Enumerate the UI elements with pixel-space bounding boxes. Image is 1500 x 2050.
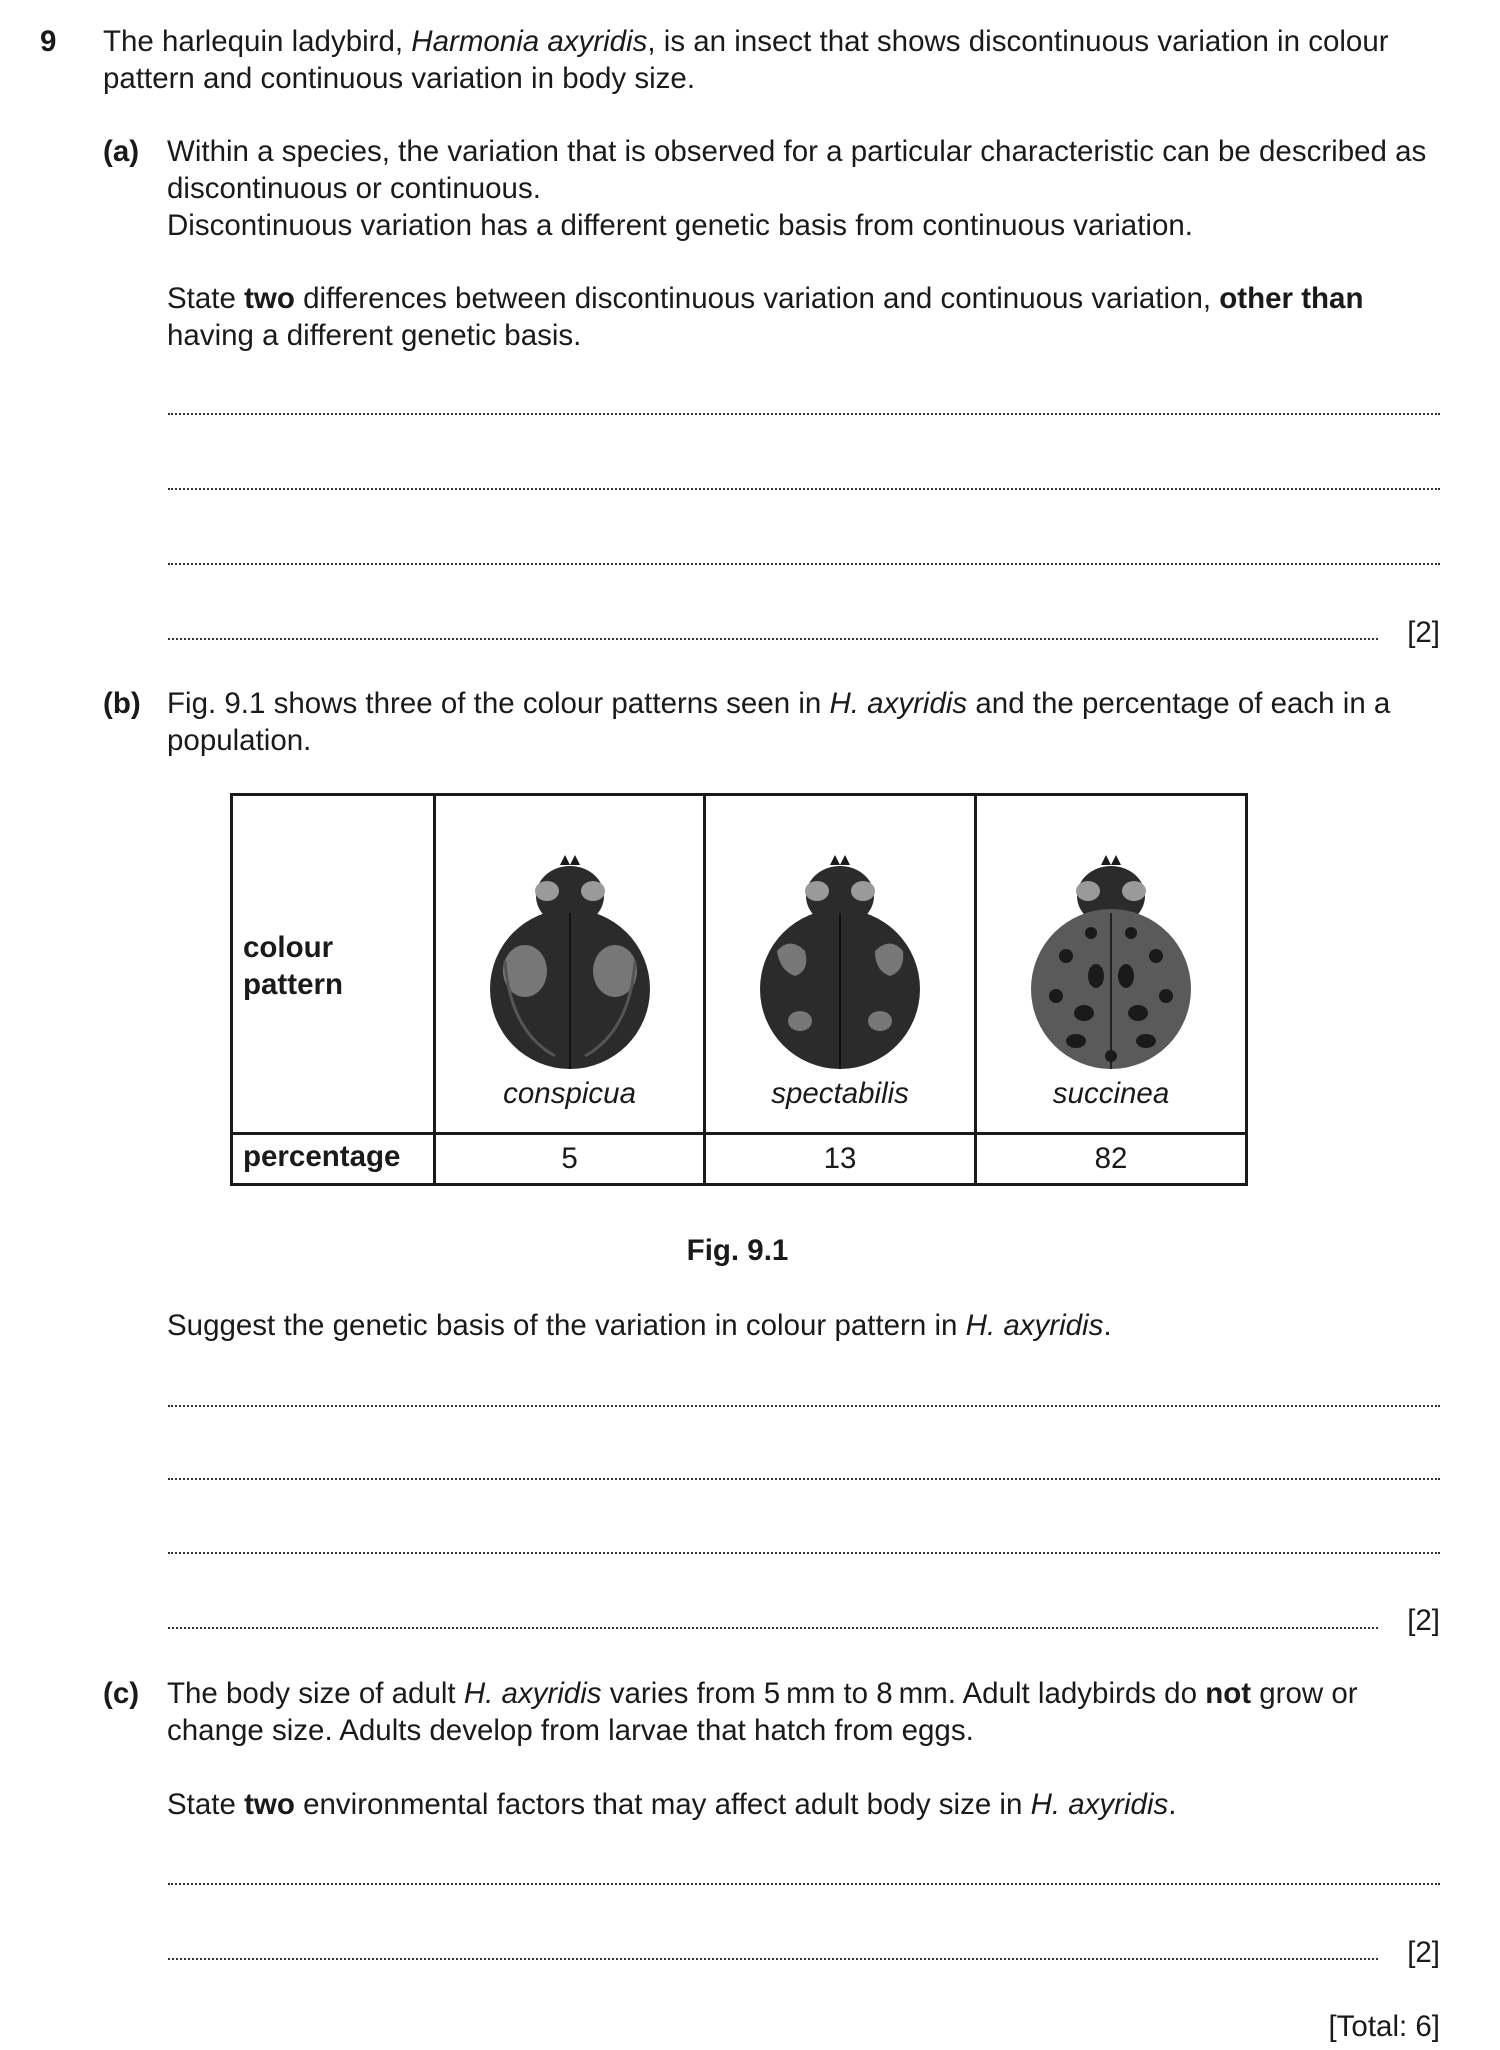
- answer-line-b1[interactable]: [168, 1405, 1440, 1407]
- cell-conspicua: [435, 795, 705, 1134]
- answer-line-b4[interactable]: [168, 1627, 1378, 1629]
- part-c-text: The body size of adult H. axyridis varies from 5 mm to 8 mm. Adult ladybirds do not grow or change size. Adults develop from larvae that hatch from eggs.: [167, 1677, 1358, 1747]
- part-b-suggest: Suggest the genetic basis of the variation in colour pattern in H. axyridis.: [167, 1309, 1112, 1342]
- question-number: 9: [40, 25, 57, 58]
- answer-line-b2[interactable]: [168, 1478, 1440, 1480]
- answer-line-c1[interactable]: [168, 1883, 1440, 1885]
- part-c-mark: [2]: [1407, 1936, 1440, 1969]
- percentage-spectabilis: 13: [705, 1134, 976, 1185]
- cell-succinea: [976, 795, 1247, 1134]
- figure-caption: Fig. 9.1: [686, 1234, 789, 1267]
- part-b-mark: [2]: [1407, 1604, 1440, 1637]
- percentage-succinea: 82: [976, 1134, 1247, 1185]
- species-name: Harmonia axyridis: [411, 25, 648, 58]
- answer-line-a1[interactable]: [168, 413, 1440, 415]
- answer-line-b3[interactable]: [168, 1552, 1440, 1554]
- answer-line-a2[interactable]: [168, 488, 1440, 490]
- row-header-percentage: percentage: [232, 1134, 435, 1185]
- part-b-label: (b): [103, 687, 141, 720]
- row-header-colour-pattern: colour pattern: [232, 795, 435, 1134]
- part-a-instruction: State two differences between discontinuous variation and continuous variation, other than having a different genetic basis.: [167, 282, 1364, 352]
- pattern-name-conspicua: conspicua: [503, 1077, 636, 1110]
- cell-spectabilis: [705, 795, 976, 1134]
- percentage-conspicua: 5: [435, 1134, 705, 1185]
- answer-line-a4[interactable]: [168, 638, 1378, 640]
- colour-pattern-table: [230, 793, 1248, 1186]
- part-a-mark: [2]: [1407, 616, 1440, 649]
- pattern-name-spectabilis: spectabilis: [771, 1077, 909, 1110]
- answer-line-a3[interactable]: [168, 563, 1440, 565]
- succinea-ladybird-icon: [1026, 851, 1196, 1071]
- part-a-label: (a): [103, 135, 140, 168]
- conspicua-ladybird-icon: [485, 851, 655, 1071]
- total-marks: [Total: 6]: [1328, 2010, 1440, 2043]
- part-b-text: Fig. 9.1 shows three of the colour patterns seen in H. axyridis and the percentage of each in a population.: [167, 687, 1391, 757]
- spectabilis-ladybird-icon: [755, 851, 925, 1071]
- pattern-name-succinea: succinea: [1052, 1077, 1170, 1110]
- answer-line-c2[interactable]: [168, 1958, 1378, 1960]
- part-a-text: Within a species, the variation that is observed for a particular characteristic can be described as discontinuous or continuous. Discontinuous variation has a different genetic basis from continuous variation.: [167, 135, 1427, 242]
- part-c-instruction: State two environmental factors that may affect adult body size in H. axyridis.: [167, 1788, 1177, 1821]
- question-intro: The harlequin ladybird, Harmonia axyridis, is an insect that shows discontinuous variation in colour pattern and continuous variation in body size.: [103, 25, 1389, 95]
- part-c-label: (c): [103, 1677, 140, 1710]
